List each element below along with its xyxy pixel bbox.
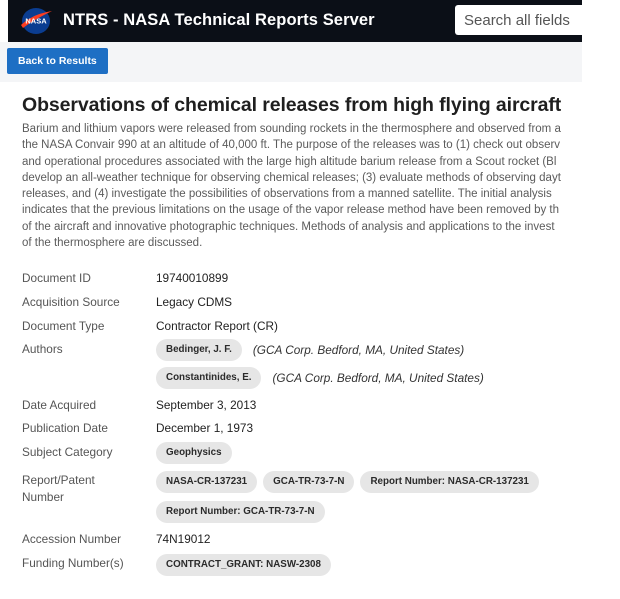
author-chip[interactable]: Constantinides, E. xyxy=(156,367,261,389)
field-label: Subject Category xyxy=(22,445,113,459)
field-label: Document ID xyxy=(22,271,91,285)
author-affiliation: (GCA Corp. Bedford, MA, United States) xyxy=(252,343,465,357)
nasa-logo-icon[interactable] xyxy=(18,7,54,35)
field-label: Document Type xyxy=(22,319,105,333)
page-title: Observations of chemical releases from high flying aircraft xyxy=(22,94,562,116)
abstract-line: indicates that the previous limitations on the usage of the vapor release method have been removed by th xyxy=(22,204,559,217)
date-acquired-value: September 3, 2013 xyxy=(156,398,257,412)
field-label: Acquisition Source xyxy=(22,295,120,309)
abstract-line: and operational procedures associated with the large high altitude barium release from a Scout rocket (Bl xyxy=(22,155,557,168)
field-label: Number xyxy=(22,490,64,504)
field-label: Report/Patent xyxy=(22,473,95,487)
acquisition-source-value: Legacy CDMS xyxy=(156,295,233,309)
subject-category-chips xyxy=(156,442,238,464)
field-label: Authors xyxy=(22,342,63,356)
funding-number-chips xyxy=(156,554,337,576)
author-chip[interactable]: Bedinger, J. F. xyxy=(156,339,242,361)
funding-number-chip[interactable]: CONTRACT_GRANT: NASW-2308 xyxy=(156,554,331,576)
site-header xyxy=(8,0,582,42)
abstract-line: the NASA Convair 990 at an altitude of 40,000 ft. The purpose of the releases was to (1) check out observ xyxy=(22,139,561,152)
subject-category-chip[interactable]: Geophysics xyxy=(156,442,232,464)
back-to-results-button[interactable]: Back to Results xyxy=(7,48,108,74)
report-number-chip[interactable]: Report Number: NASA-CR-137231 xyxy=(360,471,538,493)
abstract-line: develop an all-weather technique for observing chemical releases; (3) evaluate methods of observing dayt xyxy=(22,171,561,184)
site-title[interactable]: NTRS - NASA Technical Reports Server xyxy=(63,11,375,29)
field-label: Date Acquired xyxy=(22,398,97,412)
abstract-line: of the thermosphere are discussed. xyxy=(22,237,203,250)
abstract-line: Barium and lithium vapors were released from sounding rockets in the thermosphere and observed from a xyxy=(22,123,561,135)
report-number-chip[interactable]: Report Number: GCA-TR-73-7-N xyxy=(156,501,325,523)
document-id-value: 19740010899 xyxy=(156,271,229,285)
abstract-line: releases, and (4) investigate the possibilities of observations from a manned satellite. The initial analysis xyxy=(22,188,552,201)
author-row xyxy=(156,367,484,389)
report-number-chip[interactable]: NASA-CR-137231 xyxy=(156,471,257,493)
search-input[interactable] xyxy=(455,5,582,35)
report-number-chip[interactable]: GCA-TR-73-7-N xyxy=(263,471,354,493)
report-number-chips xyxy=(156,471,545,493)
author-affiliation: (GCA Corp. Bedford, MA, United States) xyxy=(272,371,484,385)
document-type-value: Contractor Report (CR) xyxy=(156,319,278,333)
publication-date-value: December 1, 1973 xyxy=(156,421,254,435)
svg-text:NASA: NASA xyxy=(25,16,47,26)
abstract xyxy=(22,121,582,251)
accession-number-value: 74N19012 xyxy=(156,532,211,546)
abstract-line: of the aircraft and innovative photographic techniques. Methods of analysis and applications to the invest xyxy=(22,220,555,233)
field-label: Accession Number xyxy=(22,532,122,546)
field-label: Funding Number(s) xyxy=(22,556,124,570)
report-number-chips xyxy=(156,501,331,523)
author-row xyxy=(156,339,464,361)
field-label: Publication Date xyxy=(22,421,108,435)
